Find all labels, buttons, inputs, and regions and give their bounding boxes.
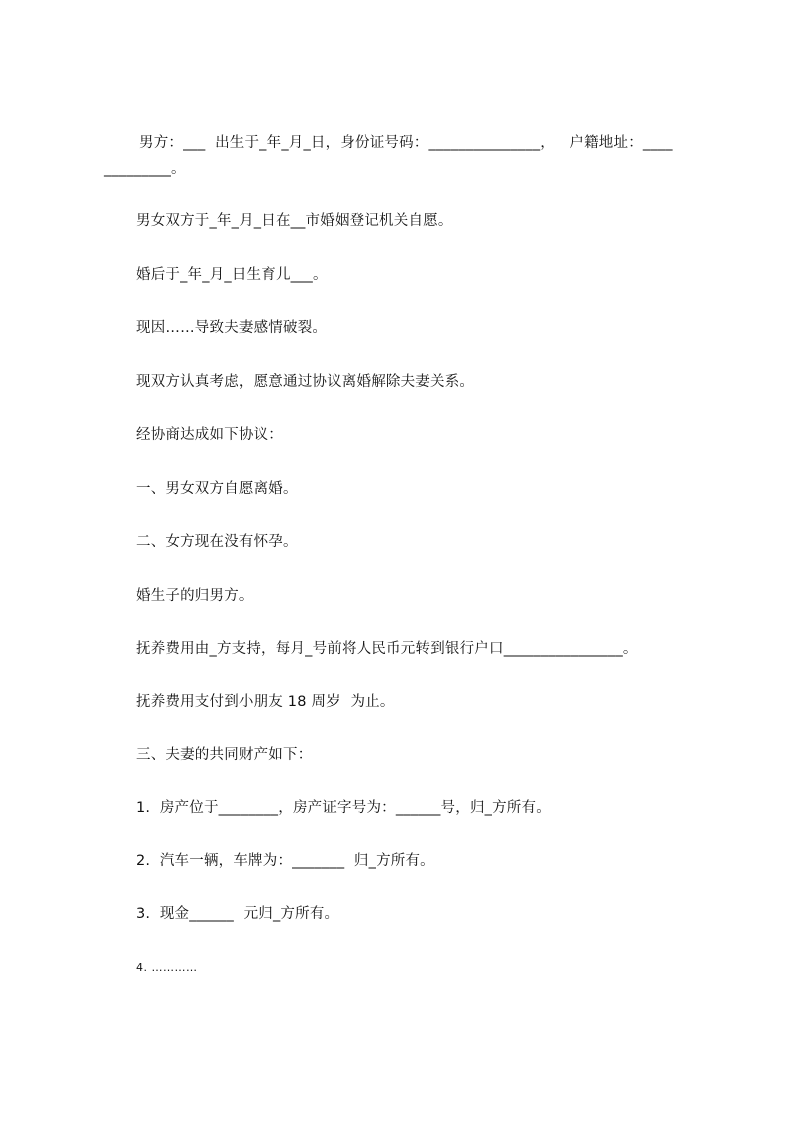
agreement-intro-line: 经协商达成如下协议： — [136, 427, 283, 443]
child-support-duration-line: 抚养费用支付到小朋友 18 周岁 为止。 — [136, 694, 395, 710]
marriage-registration-line: 男女双方于_年_月_日在__市婚姻登记机关自愿。 — [136, 213, 453, 229]
clause-two: 二、女方现在没有怀孕。 — [136, 534, 298, 550]
property-item-4: 4. ………… — [136, 961, 198, 974]
child-custody-line: 婚生子的归男方。 — [136, 588, 254, 604]
divorce-intent-line: 现双方认真考虑，愿意通过协议离婚解除夫妻关系。 — [136, 374, 475, 390]
child-birth-line: 婚后于_年_月_日生育儿___。 — [136, 267, 328, 283]
husband-info-line: 男方：___ 出生于_年_月_日，身份证号码：_______________， 户籍地址：____ — [139, 135, 673, 151]
property-item-2: 2. 汽车一辆，车牌为：_______ 归_方所有。 — [136, 853, 435, 869]
property-item-3: 3. 现金______ 元归_方所有。 — [136, 906, 340, 922]
clause-three: 三、夫妻的共同财产如下： — [136, 747, 313, 763]
child-support-line: 抚养费用由_方支持，每月_号前将人民币元转到银行户口________________。 — [136, 641, 638, 657]
property-item-1: 1. 房产位于________，房产证字号为：______号，归_方所有。 — [136, 800, 551, 816]
clause-one: 一、男女双方自愿离婚。 — [136, 481, 298, 497]
breakdown-reason-line: 现因……导致夫妻感情破裂。 — [136, 320, 328, 336]
husband-info-line-continued: _________。 — [104, 161, 186, 177]
